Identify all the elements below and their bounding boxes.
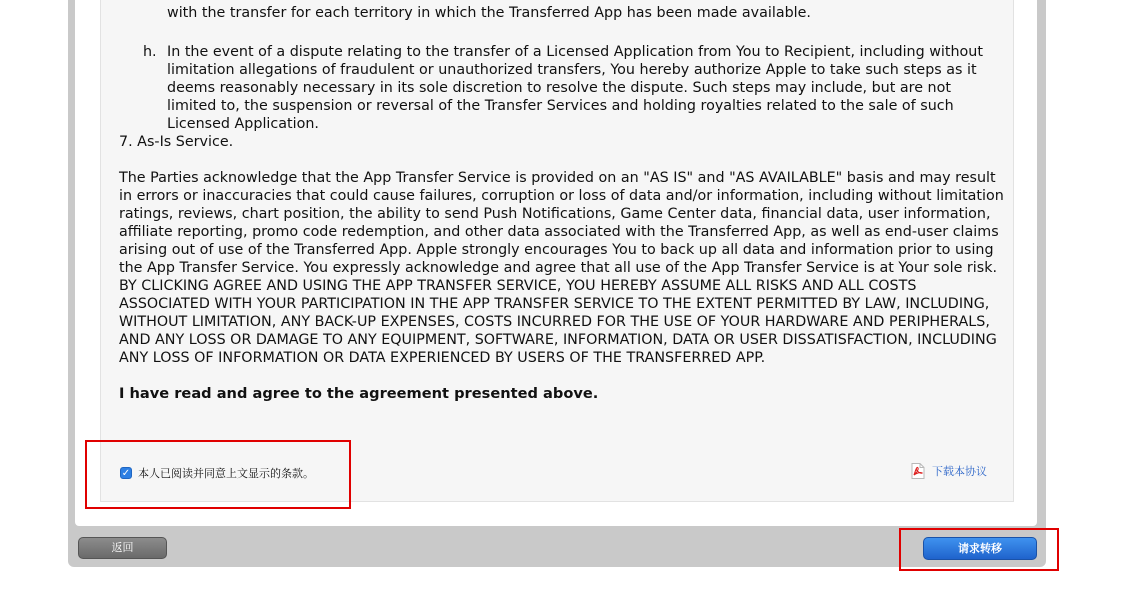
back-button[interactable]: 返回 — [78, 537, 167, 559]
agree-heading: I have read and agree to the agreement presented above. — [119, 385, 599, 402]
consent-label[interactable]: 本人已阅读并同意上文显示的条款。 — [138, 467, 314, 480]
highlight-box-consent — [85, 440, 351, 509]
section-title: 7. As-Is Service. — [119, 134, 234, 150]
agreement-item-h — [119, 43, 1004, 133]
item-text: In the event of a dispute relating to the transfer of a Licensed Application from You to Recipient, including without limitation allegations of fraudulent or unauthorized transfers, You hereby authorize Apple to take such steps as it deems reasonably necessary in its sole discretion to resolve the dispute. Such steps may include, but are not limited to, the suspension or reversal of the Transfer Services and holding royalties related to the sale of such Licensed Application. — [167, 44, 983, 132]
download-label[interactable]: 下载本协议 — [932, 465, 987, 478]
item-marker: h. — [143, 44, 157, 60]
request-transfer-button[interactable]: 请求转移 — [923, 537, 1037, 560]
section-body: The Parties acknowledge that the App Transfer Service is provided on an "AS IS" and "AS AVAILABLE" basis and may result in errors or inaccuracies that could cause failures, corruption or loss of data and/or information, including without limitation ratings, reviews, chart position, the ability to send Push Notifications, Game Center data, financial data, user information, affiliate reporting, promo code redemption, and other data associated with the Transferred App, as well as end-user claims arising out of use of the Transferred App. Apple strongly encourages You to back up all data and information prior to using the App Transfer Service. You expressly acknowledge and agree that all use of the App Transfer Service is at Your sole risk. BY CLICKING AGREE AND USING THE APP TRANSFER SERVICE, YOU HEREBY ASSUME ALL RISKS AND ALL COSTS ASSOCIATED WITH YOUR PARTICIPATION IN THE APP TRANSFER SERVICE TO THE EXTENT PERMITTED BY LAW, INCLUDING, WITHOUT LIMITATION, ANY BACK-UP EXPENSES, COSTS INCURRED FOR THE USE OF YOUR HARDWARE AND PERIPHERALS, AND ANY LOSS OR DAMAGE TO ANY EQUIPMENT, SOFTWARE, INFORMATION, DATA OR USER DISSATISFACTION, INCLUDING ANY LOSS OF INFORMATION OR DATA EXPERIENCED BY USERS OF THE TRANSFERRED APP. — [119, 170, 1004, 366]
agreement-text — [119, 0, 1004, 403]
agreement-fragment: with the transfer for each territory in which the Transferred App has been made available. — [167, 5, 811, 21]
download-agreement-link[interactable] — [911, 463, 987, 479]
consent-checkbox[interactable]: ✓ — [121, 468, 131, 479]
pdf-icon — [911, 463, 925, 479]
